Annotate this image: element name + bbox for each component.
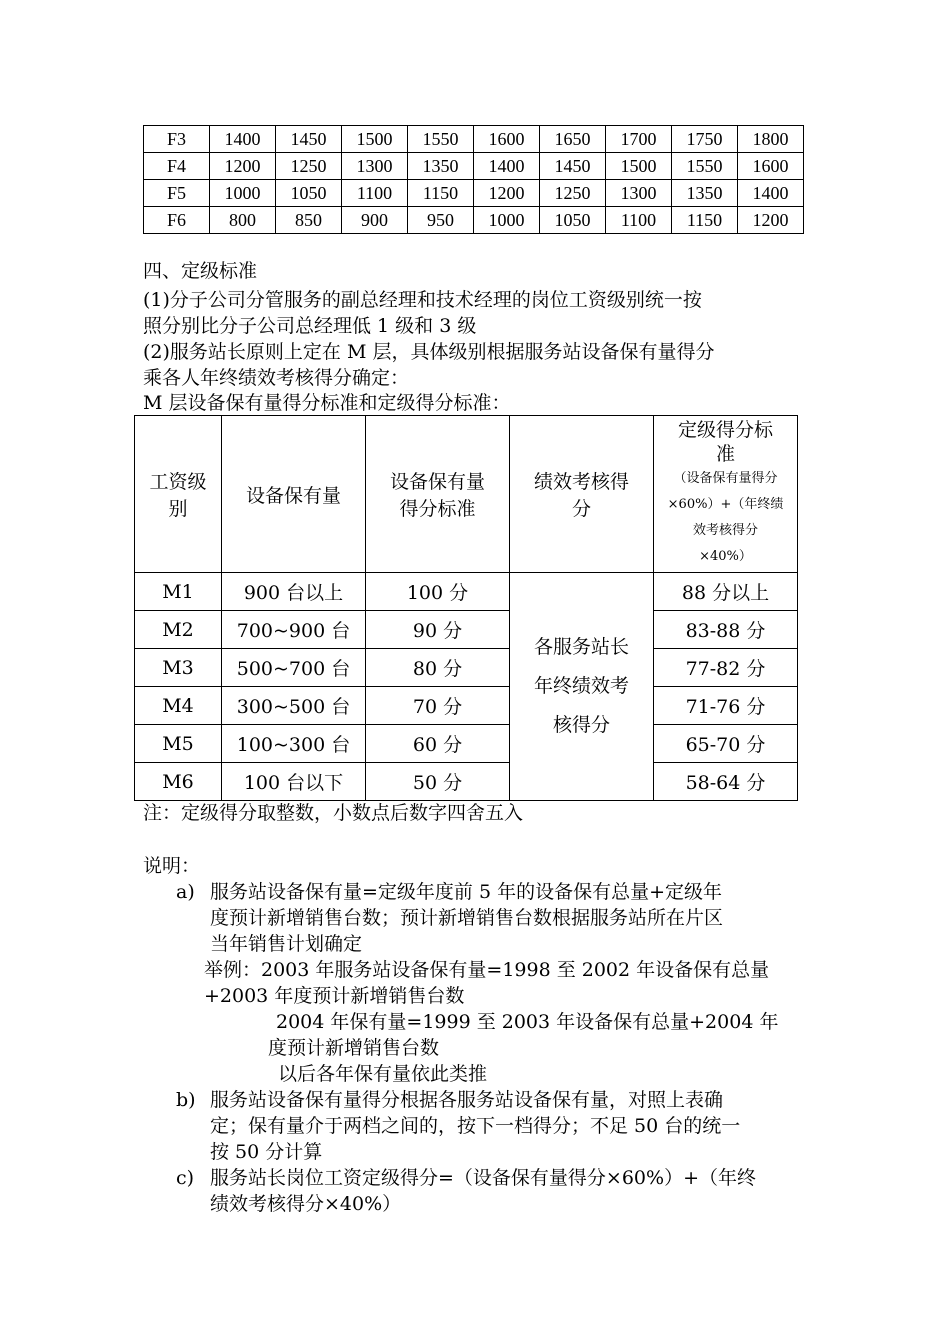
- salary-cell: 850: [276, 207, 342, 234]
- salary-cell: 1350: [408, 153, 474, 180]
- salary-cell: 1050: [540, 207, 606, 234]
- table-note: 注：定级得分取整数，小数点后数字四舍五入: [143, 802, 524, 824]
- table-row: [135, 687, 798, 725]
- explain-heading: 说明：: [143, 855, 201, 877]
- table-row: [135, 611, 798, 649]
- salary-cell: 1500: [342, 126, 408, 153]
- header-final-score: 定级得分标 准 （设备保有量得分 ×60%）+（年终绩 效考核得分 ×40%）: [654, 416, 798, 573]
- salary-cell: 1000: [474, 207, 540, 234]
- item-b-line-3: 按 50 分计算: [210, 1141, 323, 1163]
- grade-cell: M6: [135, 763, 222, 801]
- item-c-line-1: 服务站长岗位工资定级得分=（设备保有量得分×60%）+（年终: [210, 1167, 756, 1189]
- grade-table-header: [135, 416, 798, 573]
- salary-cell: 1200: [738, 207, 804, 234]
- quantity-cell: 100~300 台: [222, 725, 366, 763]
- salary-cell: 1550: [408, 126, 474, 153]
- salary-cell: 1550: [672, 153, 738, 180]
- row-label: F5: [144, 180, 210, 207]
- paragraph-2-line-2: 乘各人年终绩效考核得分确定：: [143, 367, 410, 389]
- item-c-marker: c): [176, 1167, 195, 1189]
- example-line-1: 举例：2003 年服务站设备保有量=1998 至 2002 年设备保有总量: [204, 959, 770, 981]
- table-row: [144, 126, 804, 153]
- quantity-cell: 300~500 台: [222, 687, 366, 725]
- quantity-cell: 500~700 台: [222, 649, 366, 687]
- table-row: [144, 153, 804, 180]
- salary-cell: 1350: [672, 180, 738, 207]
- grade-cell: M5: [135, 725, 222, 763]
- salary-cell: 1250: [276, 153, 342, 180]
- salary-cell: 1200: [474, 180, 540, 207]
- salary-cell: 1000: [210, 180, 276, 207]
- score-cell: 50 分: [366, 763, 510, 801]
- salary-cell: 1100: [606, 207, 672, 234]
- item-a-marker: a): [176, 881, 195, 903]
- salary-cell: 1450: [276, 126, 342, 153]
- example-line-2: +2003 年度预计新增销售台数: [204, 985, 465, 1007]
- item-a-line-3: 当年销售计划确定: [210, 933, 363, 955]
- table-row: [144, 207, 804, 234]
- item-b-marker: b): [176, 1089, 196, 1111]
- final-cell: 58-64 分: [654, 763, 798, 801]
- salary-cell: 1300: [606, 180, 672, 207]
- table-row: [144, 180, 804, 207]
- example-line-4: 度预计新增销售台数: [268, 1037, 440, 1059]
- header-performance-score: 绩效考核得 分: [510, 416, 654, 573]
- row-label: F4: [144, 153, 210, 180]
- salary-cell: 1250: [540, 180, 606, 207]
- paragraph-1-line-1: (1)分子公司分管服务的副总经理和技术经理的岗位工资级别统一按: [143, 289, 702, 311]
- salary-cell: 1150: [672, 207, 738, 234]
- final-cell: 83-88 分: [654, 611, 798, 649]
- salary-cell: 1300: [342, 153, 408, 180]
- grade-table: [134, 415, 798, 801]
- salary-cell: 1200: [210, 153, 276, 180]
- final-cell: 77-82 分: [654, 649, 798, 687]
- merged-performance-cell: 各服务站长 年终绩效考 核得分: [510, 573, 654, 801]
- salary-table: [143, 125, 804, 234]
- header-quantity-score: 设备保有量 得分标准: [366, 416, 510, 573]
- salary-cell: 1700: [606, 126, 672, 153]
- salary-cell: 1600: [474, 126, 540, 153]
- item-a-line-1: 服务站设备保有量=定级年度前 5 年的设备保有总量+定级年: [210, 881, 723, 903]
- salary-cell: 1400: [738, 180, 804, 207]
- salary-cell: 1100: [342, 180, 408, 207]
- example-line-5: 以后各年保有量依此类推: [278, 1063, 488, 1085]
- salary-cell: 950: [408, 207, 474, 234]
- quantity-cell: 700~900 台: [222, 611, 366, 649]
- salary-cell: 1800: [738, 126, 804, 153]
- table-row: [135, 649, 798, 687]
- final-cell: 71-76 分: [654, 687, 798, 725]
- score-cell: 100 分: [366, 573, 510, 611]
- table-row: [135, 573, 798, 611]
- item-c-line-2: 绩效考核得分×40%）: [210, 1193, 402, 1215]
- final-cell: 88 分以上: [654, 573, 798, 611]
- item-a-line-2: 度预计新增销售台数；预计新增销售台数根据服务站所在片区: [210, 907, 724, 929]
- salary-cell: 1750: [672, 126, 738, 153]
- grade-cell: M2: [135, 611, 222, 649]
- final-cell: 65-70 分: [654, 725, 798, 763]
- item-b-line-1: 服务站设备保有量得分根据各服务站设备保有量，对照上表确: [210, 1089, 724, 1111]
- salary-cell: 1600: [738, 153, 804, 180]
- score-cell: 60 分: [366, 725, 510, 763]
- header-grade: 工资级 别: [135, 416, 222, 573]
- salary-cell: 1050: [276, 180, 342, 207]
- grade-cell: M3: [135, 649, 222, 687]
- header-quantity: 设备保有量: [222, 416, 366, 573]
- paragraph-1-line-2: 照分别比分子公司总经理低 1 级和 3 级: [143, 315, 477, 337]
- score-cell: 70 分: [366, 687, 510, 725]
- salary-cell: 1500: [606, 153, 672, 180]
- salary-cell: 1450: [540, 153, 606, 180]
- grade-cell: M1: [135, 573, 222, 611]
- salary-cell: 800: [210, 207, 276, 234]
- item-b-line-2: 定；保有量介于两档之间的，按下一档得分；不足 50 台的统一: [210, 1115, 741, 1137]
- paragraph-2-line-1: (2)服务站长原则上定在 M 层，具体级别根据服务站设备保有量得分: [143, 341, 715, 363]
- salary-cell: 1650: [540, 126, 606, 153]
- example-line-3: 2004 年保有量=1999 至 2003 年设备保有总量+2004 年: [276, 1011, 779, 1033]
- grade-cell: M4: [135, 687, 222, 725]
- row-label: F3: [144, 126, 210, 153]
- quantity-cell: 900 台以上: [222, 573, 366, 611]
- salary-cell: 1400: [210, 126, 276, 153]
- salary-cell: 1150: [408, 180, 474, 207]
- score-cell: 80 分: [366, 649, 510, 687]
- section-heading: 四、定级标准: [143, 260, 258, 282]
- salary-cell: 900: [342, 207, 408, 234]
- table-row: [135, 725, 798, 763]
- table-caption: M 层设备保有量得分标准和定级得分标准：: [143, 392, 511, 414]
- score-cell: 90 分: [366, 611, 510, 649]
- table-row: [135, 763, 798, 801]
- quantity-cell: 100 台以下: [222, 763, 366, 801]
- salary-cell: 1400: [474, 153, 540, 180]
- row-label: F6: [144, 207, 210, 234]
